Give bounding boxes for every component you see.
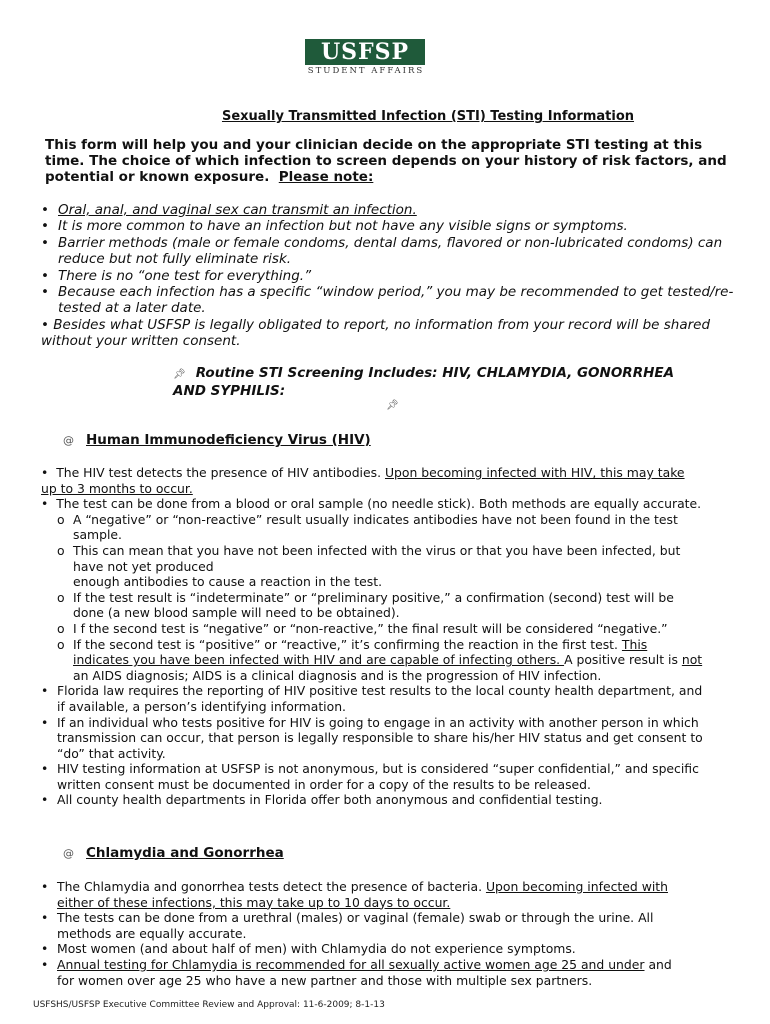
- list-item: • All county health departments in Florida offer both anonymous and confidential testing.: [41, 792, 603, 808]
- list-item: • It is more common to have an infection but not have any visible signs or symptoms.: [41, 218, 628, 235]
- routine-screening-heading: 📌︎ Routine STI Screening Includes: HIV, CHLAMYDIA, GONORRHEA AND SYPHILIS:: [173, 365, 675, 399]
- sub-item-continued: enough antibodies to cause a reaction in the test.: [73, 574, 383, 590]
- sub-item: o If the second test is “positive” or “reactive,” it’s confirming the reaction in the first test. This indicates you have been infected with HIV and are capable of infecting others. A positive result is not an AIDS diagnosis; AIDS is a clinical diagnosis and is the progression of HIV infection.: [57, 636, 703, 683]
- list-item: • Barrier methods (male or female condoms, dental dams, flavored or non-lubricated condoms) can reduce but not fully eliminate risk.: [41, 234, 723, 268]
- list-item: • Oral, anal, and vaginal sex can transmit an infection.: [41, 202, 417, 218]
- list-item: • The tests can be done from a urethral (males) or vaginal (female) swab or through the urine. All methods are equally accurate.: [41, 910, 654, 941]
- logo-subtitle: STUDENT AFFAIRS: [307, 66, 425, 76]
- list-item: • Besides what USFSP is legally obligated to report, no information from your record will be shared without your written consent.: [41, 316, 711, 350]
- list-item: • The HIV test detects the presence of HIV antibodies. Upon becoming infected with HIV, this may take up to 3 months to occur.: [41, 465, 685, 496]
- list-item: • There is no “one test for everything.”: [41, 267, 312, 284]
- notes-list: [41, 202, 741, 350]
- list-item: • HIV testing information at USFSP is not anonymous, but is considered “super confidential,” and specific written consent must be documented in order for a copy of the results to be released.: [41, 761, 699, 792]
- at-sign-icon: @: [63, 434, 74, 447]
- intro-text: This form will help you and your clinician decide on the appropriate STI testing at this time. The choice of which infection to screen depends on your history of risk factors, and potential or known exposure.: [45, 137, 727, 185]
- hiv-section-heading: @ Human Immunodeficiency Virus (HIV): [63, 432, 371, 448]
- hiv-section-body: [41, 465, 703, 808]
- chlamydia-section-body: [41, 879, 691, 988]
- sub-item: o If the test result is “indeterminate” or “preliminary positive,” a confirmation (second) test will be done (a new blood sample will need to be obtained).: [57, 589, 674, 621]
- list-item: • The Chlamydia and gonorrhea tests detect the presence of bacteria. Upon becoming infected with either of these infections, this may take up to 10 days to occur.: [41, 879, 668, 910]
- list-item: • Most women (and about half of men) with Chlamydia do not experience symptoms.: [41, 941, 576, 957]
- chlamydia-section-heading: @ Chlamydia and Gonorrhea: [63, 845, 284, 861]
- page-title: Sexually Transmitted Infection (STI) Testing Information: [221, 109, 635, 124]
- intro-paragraph: [45, 137, 735, 185]
- sub-item: o A “negative” or “non-reactive” result usually indicates antibodies have not been found in the test sample.: [57, 511, 678, 543]
- list-item: • The test can be done from a blood or oral sample (no needle stick). Both methods are equally accurate.: [41, 496, 702, 512]
- thumbtack-icon: 📌︎: [173, 369, 186, 380]
- page-footer: USFSHS/USFSP Executive Committee Review and Approval: 11-6-2009; 8-1-13: [33, 1000, 385, 1010]
- at-sign-icon: @: [63, 847, 74, 860]
- logo-wordmark: USFSP: [305, 39, 425, 65]
- list-item: • Florida law requires the reporting of HIV positive test results to the local county health department, and if available, a person’s identifying information.: [41, 683, 703, 714]
- intro-note-label: Please note:: [278, 169, 374, 185]
- list-item: • Because each infection has a specific “window period,” you may be recommended to get tested/re-tested at a later date.: [41, 284, 734, 317]
- sub-item: o This can mean that you have not been infected with the virus or that you have been infected, but have not yet produced: [57, 542, 681, 574]
- thumbtack-icon: 📌︎: [386, 400, 399, 411]
- list-item: • Annual testing for Chlamydia is recommended for all sexually active women age 25 and under and for women over age 25 who have a new partner and those with multiple sex partners.: [41, 956, 672, 988]
- sub-item: o I f the second test is “negative” or “non-reactive,” the final result will be considered “negative.”: [57, 620, 668, 636]
- list-item: • If an individual who tests positive for HIV is going to engage in an activity with another person in which transmission can occur, that person is legally responsible to share his/her HIV status and get consent to “do” that activity.: [41, 714, 703, 761]
- usfsp-logo: [305, 39, 427, 77]
